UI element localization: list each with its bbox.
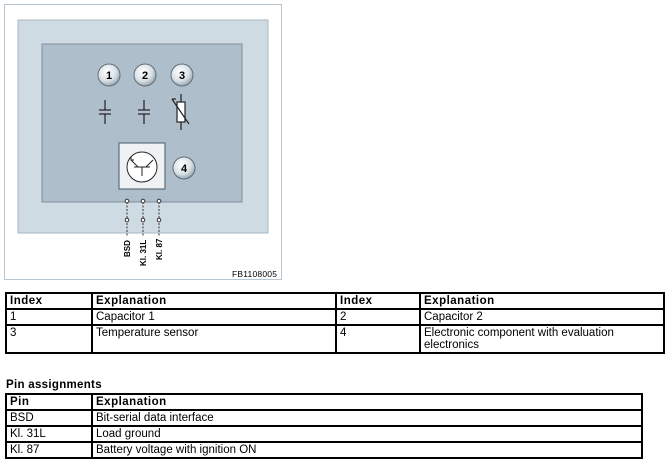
pin-cell: Kl. 31L: [6, 426, 92, 442]
callout-3: [171, 64, 193, 86]
explanation-cell: Bit-serial data interface: [92, 410, 642, 426]
pin-label-kl87: Kl. 87: [155, 238, 164, 260]
column-header: Index: [6, 293, 92, 309]
column-header: Explanation: [92, 394, 642, 410]
figure-code: FB1108005: [232, 269, 278, 279]
pin-label-bsd: BSD: [123, 240, 132, 257]
explanation-cell: Capacitor 1: [92, 309, 336, 325]
column-header: Explanation: [420, 293, 664, 309]
explanation-cell: Battery voltage with ignition ON: [92, 442, 642, 458]
index-cell: 4: [336, 325, 420, 353]
callout-1: [98, 64, 120, 86]
svg-text:4: 4: [180, 163, 188, 175]
callout-2: [134, 64, 156, 86]
column-header: Explanation: [92, 293, 336, 309]
explanation-cell: Load ground: [92, 426, 642, 442]
table-row: [6, 410, 642, 426]
index-cell: 3: [6, 325, 92, 353]
svg-text:2: 2: [141, 70, 149, 82]
evaluation-electronics-symbol: [119, 143, 165, 189]
table-row: [6, 325, 664, 353]
explanation-cell: Capacitor 2: [420, 309, 664, 325]
pin-cell: Kl. 87: [6, 442, 92, 458]
svg-text:3: 3: [178, 70, 186, 82]
sensor-diagram: [4, 4, 282, 280]
pin-label-kl31l: Kl. 31L: [139, 239, 148, 266]
svg-text:1: 1: [105, 70, 113, 82]
index-cell: 1: [6, 309, 92, 325]
pin-table-header: [6, 394, 642, 410]
sensor-schematic: [4, 4, 282, 280]
pin-table: [5, 393, 643, 459]
callout-4: [173, 157, 195, 179]
column-header: Index: [336, 293, 420, 309]
explanation-cell: Temperature sensor: [92, 325, 336, 353]
column-header: Pin: [6, 394, 92, 410]
index-cell: 2: [336, 309, 420, 325]
index-table: [5, 292, 665, 354]
explanation-cell: Electronic component with evaluation electronics: [420, 325, 664, 353]
index-table-header: [6, 293, 664, 309]
section-title: Pin assignments: [6, 379, 102, 391]
table-row: [6, 309, 664, 325]
table-row: [6, 426, 642, 442]
pin-cell: BSD: [6, 410, 92, 426]
table-row: [6, 442, 642, 458]
